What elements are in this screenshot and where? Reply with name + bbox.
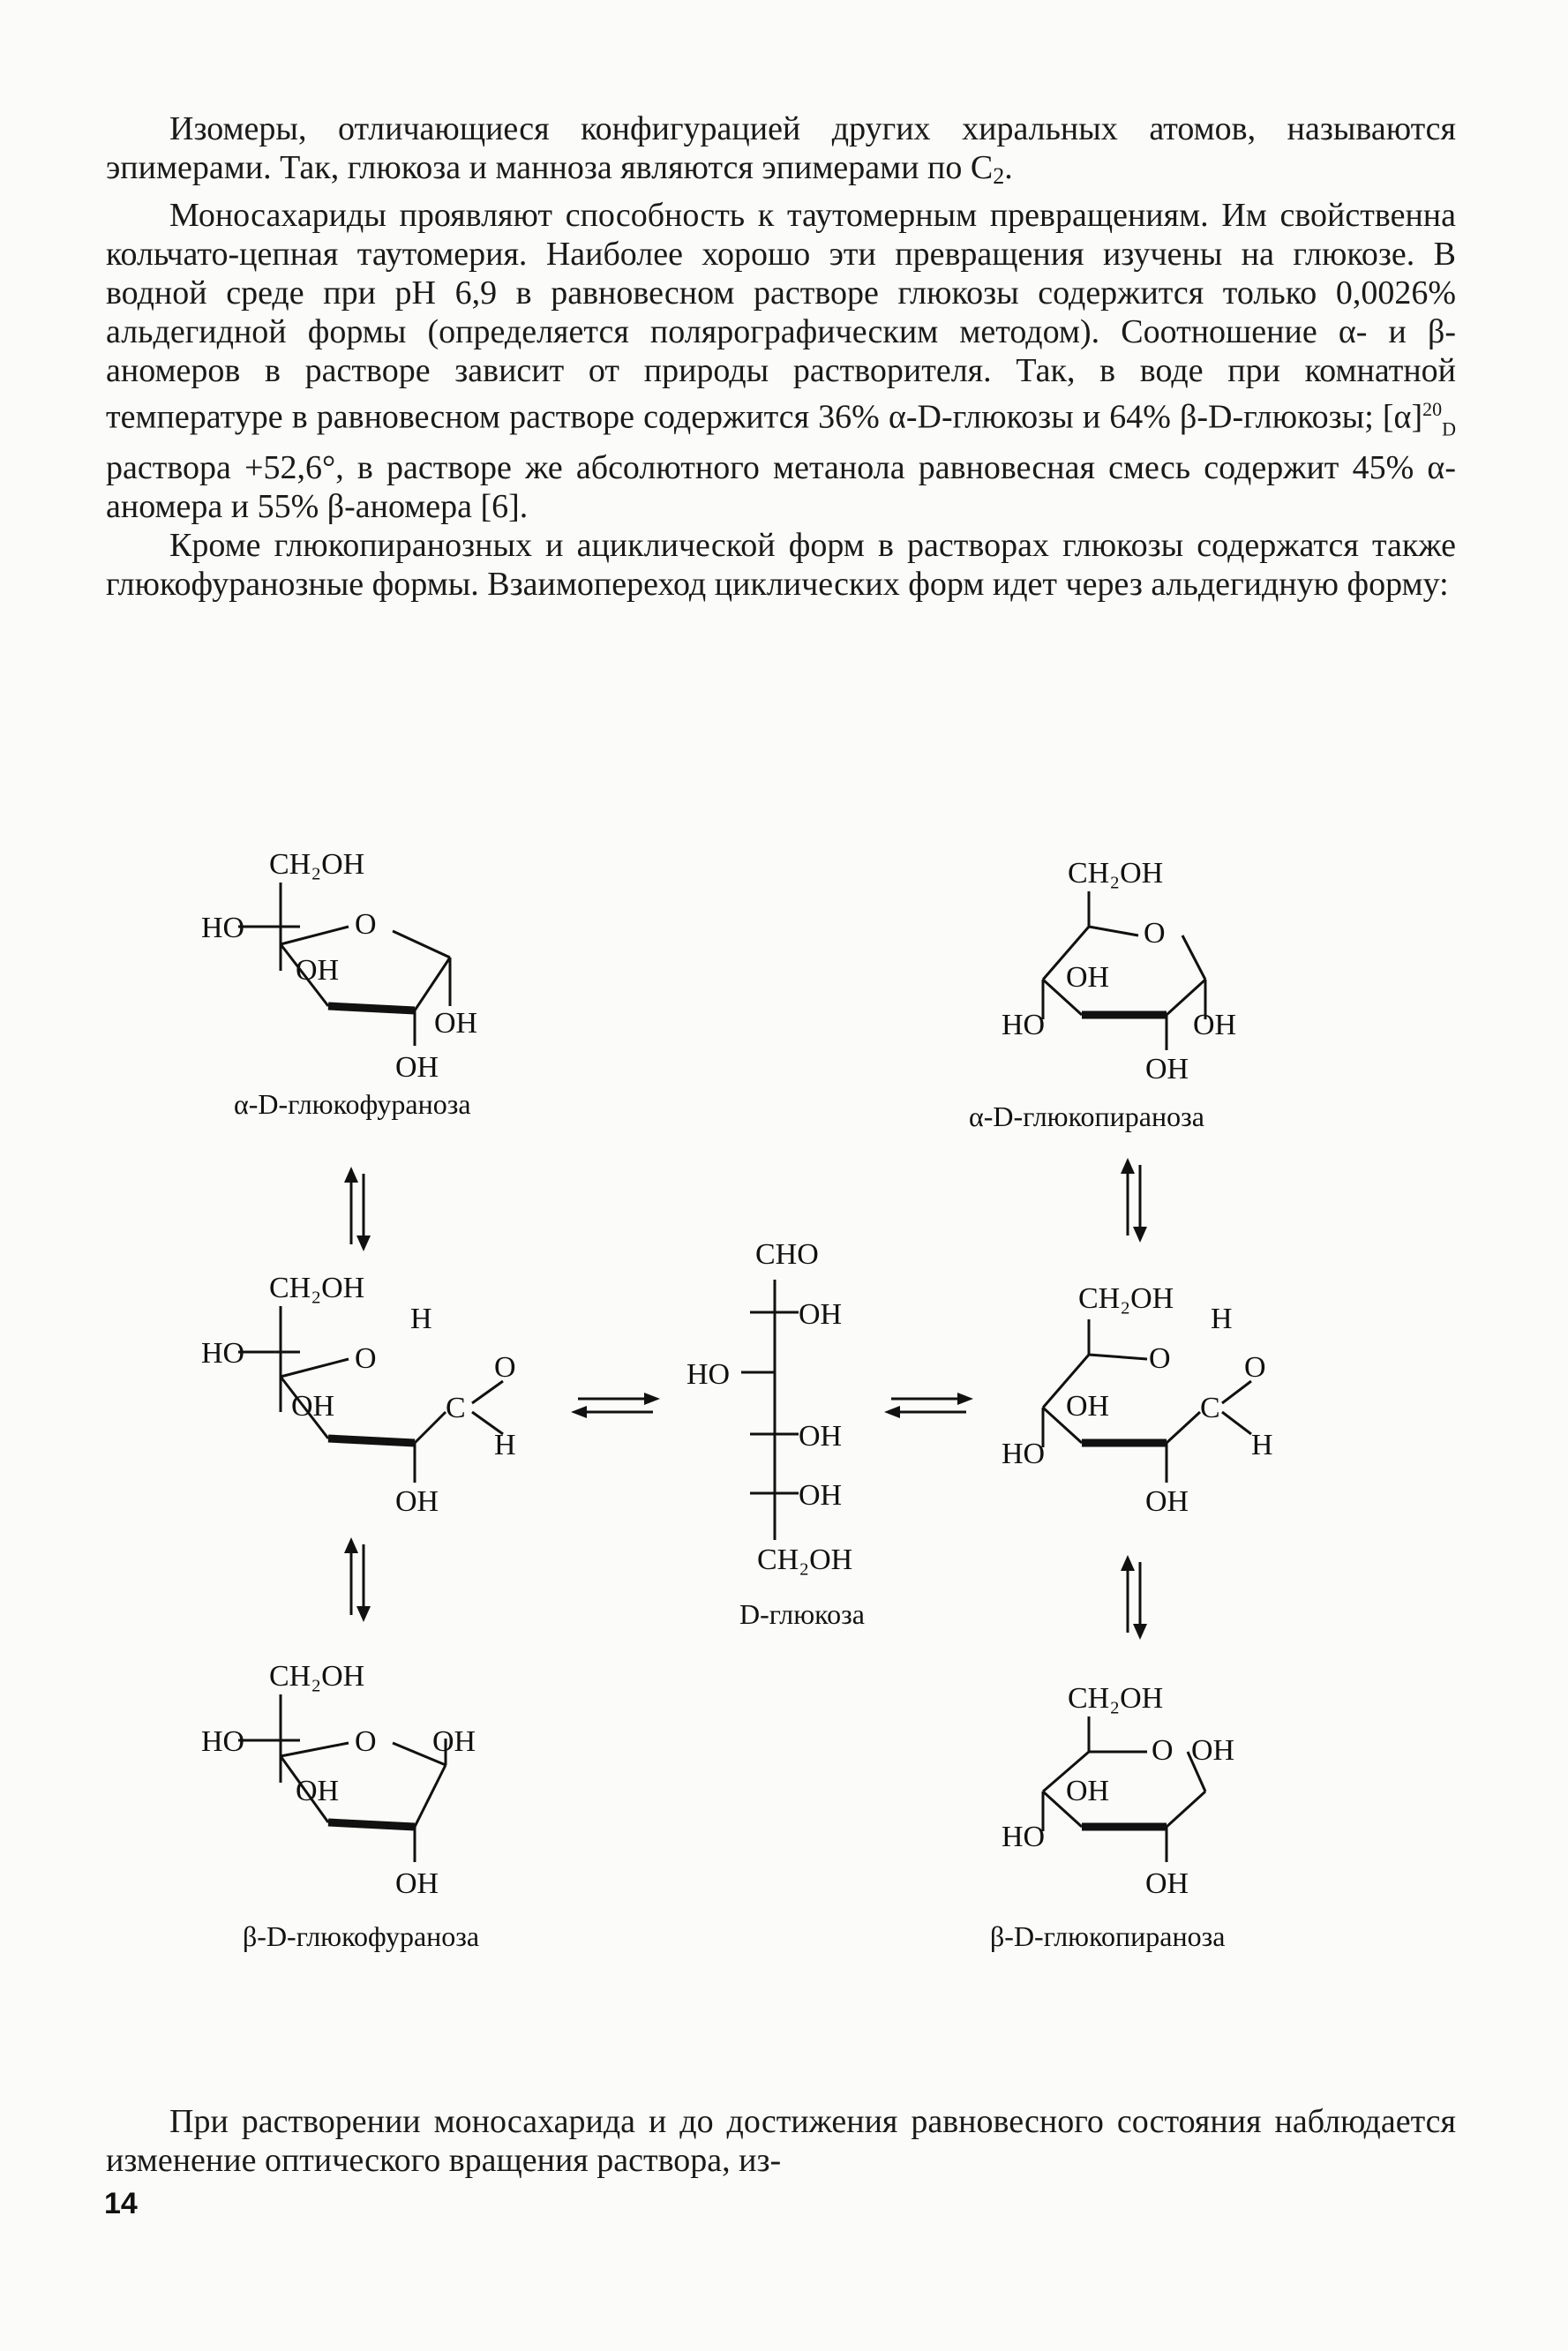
caption-open-chain: D-глюкоза: [739, 1598, 865, 1630]
open-chain-cho: CHO: [755, 1238, 819, 1271]
open-furanose-oh-c2: OH: [395, 1485, 439, 1518]
open-chain-ch2oh: CH₂OH: [757, 1544, 853, 1576]
caption-beta-pyranose: β-D-глюкопираноза: [990, 1920, 1226, 1952]
body-text-bottom: [106, 2102, 1456, 2180]
paragraph-furanose: Кроме глюкопиранозных и ациклической форм в растворах глюкозы содержатся также глюкофуранозные формы. Взаимопереход циклических форм идет через альдегидную форму:: [106, 527, 1456, 604]
alpha-pyranose-ch2oh: CH₂OH: [1068, 857, 1164, 890]
open-pyranose-ho: HO: [1002, 1438, 1046, 1470]
beta-furanose-oh-ring: OH: [296, 1775, 340, 1807]
open-furanose-o: O: [355, 1342, 377, 1375]
beta-pyranose-oh-c2: OH: [1145, 1867, 1189, 1900]
open-pyranose-oh-c2: OH: [1145, 1485, 1189, 1518]
open-furanose-h: H: [410, 1303, 432, 1335]
paragraph-tautomerism: Моносахариды проявляют способность к таутомерным превращениям. Им свойственна кольчато-цепная таутомерия. Наиболее хорошо эти превращения изучены на глюкозе. В водной среде при pH 6,9 в равновесном растворе глюкозы содержится только 0,0026% альдегидной формы (определяется полярографическим методом). Соотношение α- и β-аномеров в растворе зависит от природы растворителя. Так, в воде при комнатной температуре в равновесном растворе содержится 36% α-D-глюкозы и 64% β-D-глюкозы; $[\alpha]^{20}_D$ раствора +52,6°, в растворе же абсолютного метанола равновесная смесь содержит 45% α-аномера и 55% β-аномера [6].: [106, 197, 1456, 526]
open-chain-oh-c5: OH: [799, 1479, 843, 1512]
beta-pyranose-oh-c1: OH: [1191, 1734, 1235, 1767]
alpha-furanose-oh-ring: OH: [296, 954, 340, 987]
beta-pyranose-oh-ring: OH: [1066, 1775, 1110, 1807]
open-pyranose-ch2oh: CH₂OH: [1078, 1282, 1174, 1315]
open-furanose-h-ald: H: [494, 1429, 516, 1461]
paragraph-mutarotation: При растворении моносахарида и до достижения равновесного состояния наблюдается изменение оптического вращения раствора, из-: [106, 2103, 1456, 2179]
beta-furanose-o: O: [355, 1725, 377, 1758]
alpha-furanose-ch2oh: CH₂OH: [269, 848, 365, 881]
open-furanose-o-carbonyl: O: [494, 1351, 516, 1384]
alpha-furanose-ho: HO: [201, 912, 245, 944]
alpha-furanose-oh-c1: OH: [434, 1007, 478, 1040]
open-pyranose-o-carbonyl: O: [1244, 1351, 1266, 1384]
open-pyranose-oh-ring: OH: [1066, 1390, 1110, 1423]
beta-pyranose-ch2oh: CH₂OH: [1068, 1682, 1164, 1715]
beta-pyranose-o: O: [1152, 1734, 1174, 1767]
open-furanose-oh-ring: OH: [291, 1390, 335, 1423]
beta-furanose-ho: HO: [201, 1725, 245, 1758]
alpha-pyranose-oh-c1: OH: [1193, 1009, 1237, 1041]
caption-alpha-furanose: α-D-глюкофураноза: [234, 1088, 471, 1120]
alpha-pyranose-oh-c2: OH: [1145, 1053, 1189, 1085]
caption-beta-furanose: β-D-глюкофураноза: [243, 1920, 480, 1952]
beta-furanose-oh-c1: OH: [432, 1725, 476, 1758]
open-furanose-c: C: [446, 1392, 466, 1424]
alpha-furanose-o: O: [355, 908, 377, 941]
page-number: 14: [104, 2187, 138, 2220]
open-pyranose-c: C: [1200, 1392, 1220, 1424]
beta-furanose-ch2oh: CH₂OH: [269, 1660, 365, 1693]
alpha-pyranose-o: O: [1144, 917, 1166, 950]
open-chain-oh-c2: OH: [799, 1298, 843, 1331]
paragraph-epimers: Изомеры, отличающиеся конфигурацией других хиральных атомов, называются эпимерами. Так, глюкоза и манноза являются эпимерами по $C_2$.: [106, 110, 1456, 189]
caption-alpha-pyranose: α-D-глюкопираноза: [969, 1100, 1204, 1132]
open-furanose-ho: HO: [201, 1337, 245, 1370]
open-chain-ho-c3: HO: [686, 1358, 731, 1391]
open-pyranose-h-ald: H: [1251, 1429, 1273, 1461]
open-pyranose-o: O: [1149, 1342, 1171, 1375]
beta-furanose-oh-c2: OH: [395, 1867, 439, 1900]
open-furanose-ch2oh: CH₂OH: [269, 1272, 365, 1304]
open-pyranose-h: H: [1211, 1303, 1233, 1335]
open-chain-oh-c4: OH: [799, 1420, 843, 1453]
alpha-pyranose-oh-ring: OH: [1066, 961, 1110, 994]
alpha-pyranose-ho: HO: [1002, 1009, 1046, 1041]
beta-pyranose-ho: HO: [1002, 1821, 1046, 1853]
alpha-furanose-oh-c2: OH: [395, 1051, 439, 1084]
